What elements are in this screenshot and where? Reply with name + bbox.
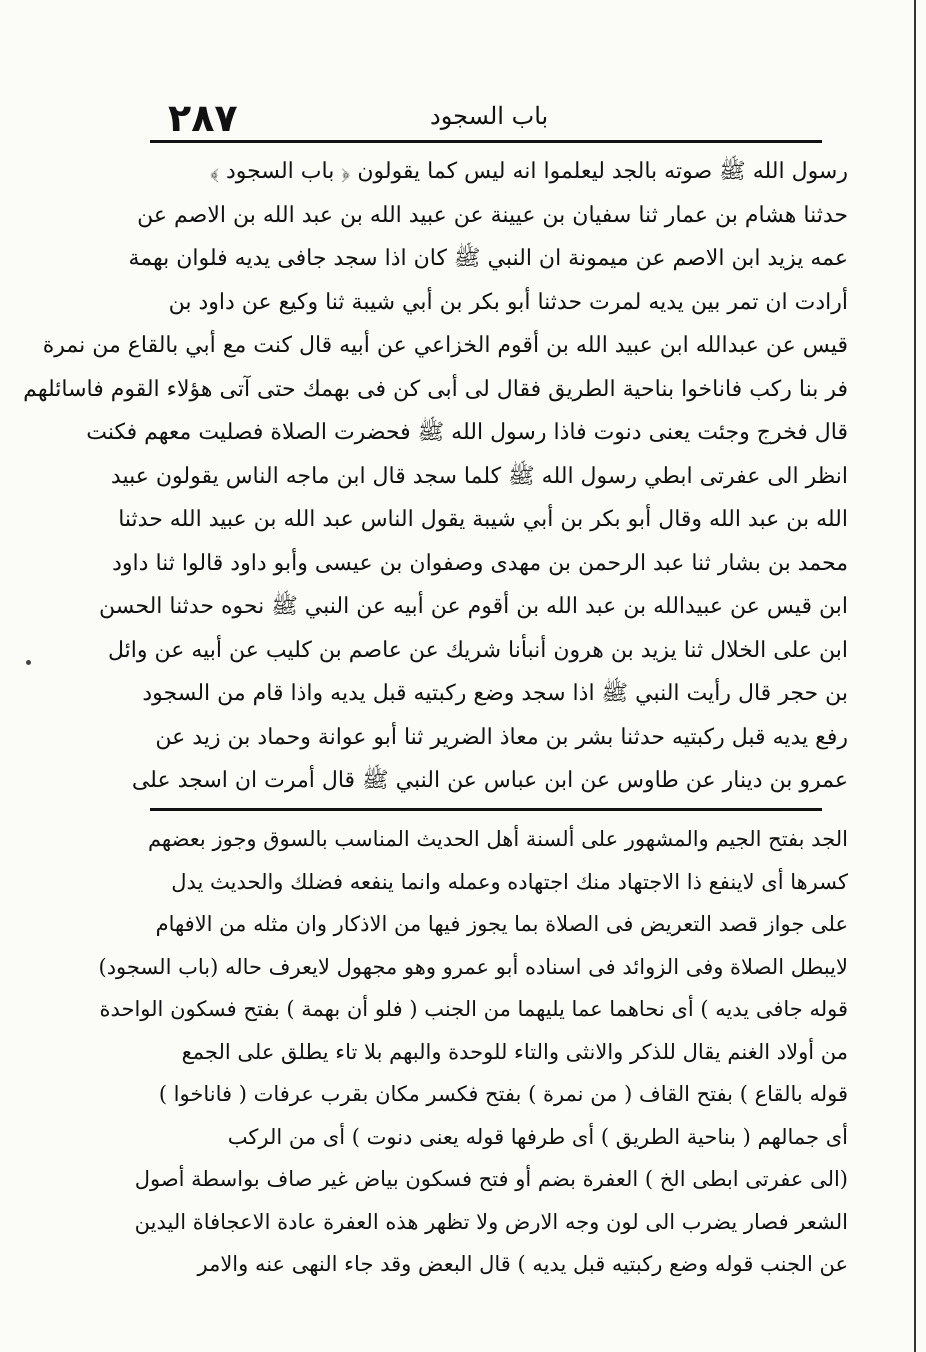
footnote-line: من أولاد الغنم يقال للذكر والانثى والتاء للوحدة والبهم بلا تاء يطلق على الجمع [181,1039,848,1064]
main-line: عمرو بن دينار عن طاوس عن ابن عباس عن النبي ﷺ قال أمرت ان اسجد على [131,768,848,793]
main-line: حدثنا هشام بن عمار ثنا سفيان بن عيينة عن عبيد الله بن عبد الله بن الاصم عن [137,202,848,228]
main-line: محمد بن بشار ثنا عبد الرحمن بن مهدى وصفوان بن عيسى وأبو داود قالوا ثنا داود [112,550,848,576]
main-text [23,150,848,803]
footnote-line: قوله جافى يديه ) أى نحاهما عما يليهما من الجنب ( فلو أن بهمة ) بفتح فسكون الواحدة [99,997,848,1021]
margin-dot [26,660,31,665]
footnote-line: الشعر فصار يضرب الى لون وجه الارض ولا تظهر هذه العفرة عادة الاعجافاة اليدين [134,1209,848,1234]
main-line: رفع يديه قبل ركبتيه حدثنا بشر بن معاذ الضرير ثنا أبو عوانة وحماد بن زيد عن [155,724,848,750]
main-line: قيس عن عبدالله ابن عبيد الله بن أقوم الخزاعي عن أبيه قال كنت مع أبي بالقاع من نمرة [42,333,848,358]
main-line: ابن على الخلال ثنا يزيد بن هرون أنبأنا شريك عن عاصم بن كليب عن أبيه عن وائل [107,637,848,663]
main-line: انظر الى عفرتى ابطي رسول الله ﷺ كلما سجد قال ابن ماجه الناس يقولون عبيد [110,463,848,489]
main-line: عمه يزيد ابن الاصم عن ميمونة ان النبي ﷺ كان اذا سجد جافى يديه فلوان بهمة [128,246,848,271]
footnote-line: الجد بفتح الجيم والمشهور على ألسنة أهل الحديث المناسب بالسوق وجوز بعضهم [147,827,848,851]
main-line: الله بن عبد الله وقال أبو بكر بن أبي شيبة يقول الناس عبد الله بن عبيد الله حدثنا [118,507,848,532]
main-line: فر بنا ركب فاناخوا بناحية الطريق فقال لى أبى كن فى بهمك حتى آتى هؤلاء القوم فاسائلهم [23,376,848,402]
page-edge-line [914,0,916,1352]
main-line: رسول الله ﷺ صوته بالجد ليعلموا انه ليس كما يقولون ﴿ باب السجود ﴾ [209,159,848,184]
page-header [150,96,820,140]
footnote-line: كسرها أى لاينفع ذا الاجتهاد منك اجتهاده وعمله وانما ينفعه فضلك والحديث يدل [171,869,848,894]
footnote-separator [150,808,822,811]
footnotes [98,818,848,1286]
footnote-line: عن الجنب قوله وضع ركبتيه قبل يديه ) قال البعض وقد جاء النهى عنه والامر [197,1252,848,1276]
main-line: قال فخرج وجئت يعنى دنوت فاذا رسول الله ﷺ فحضرت الصلاة فصليت معهم فكنت [86,420,848,445]
running-title: باب السجود [430,102,549,130]
footnote-line: لايبطل الصلاة وفى الزوائد فى اسناده أبو عمرو وهو مجهول لايعرف حاله (باب السجود) [98,954,848,979]
main-line: أرادت ان تمر بين يديه لمرت حدثنا أبو بكر بن أبي شيبة ثنا وكيع عن داود بن [168,289,848,315]
footnote-line: قوله بالقاع ) بفتح القاف ( من نمرة ) بفتح فكسر مكان بقرب عرفات ( فاناخوا ) [158,1082,848,1106]
footnote-line: (الى عفرتى ابطى الخ ) العفرة بضم أو فتح فسكون بياض غير صاف بواسطة أصول [134,1167,848,1191]
main-line: ابن قيس عن عبيدالله بن عبد الله بن أقوم عن أبيه عن النبي ﷺ نحوه حدثنا الحسن [99,594,848,619]
page-number: ٢٨٧ [168,96,238,140]
footnote-line: أى جمالهم ( بناحية الطريق ) أى طرفها قوله يعنى دنوت ) أى من الركب [227,1124,848,1149]
footnote-line: على جواز قصد التعريض فى الصلاة بما يجوز فيها من الاذكار وان مثله من الافهام [155,912,848,936]
header-rule [150,140,822,143]
main-line: بن حجر قال رأيت النبي ﷺ اذا سجد وضع ركبتيه قبل يديه واذا قام من السجود [142,681,848,706]
